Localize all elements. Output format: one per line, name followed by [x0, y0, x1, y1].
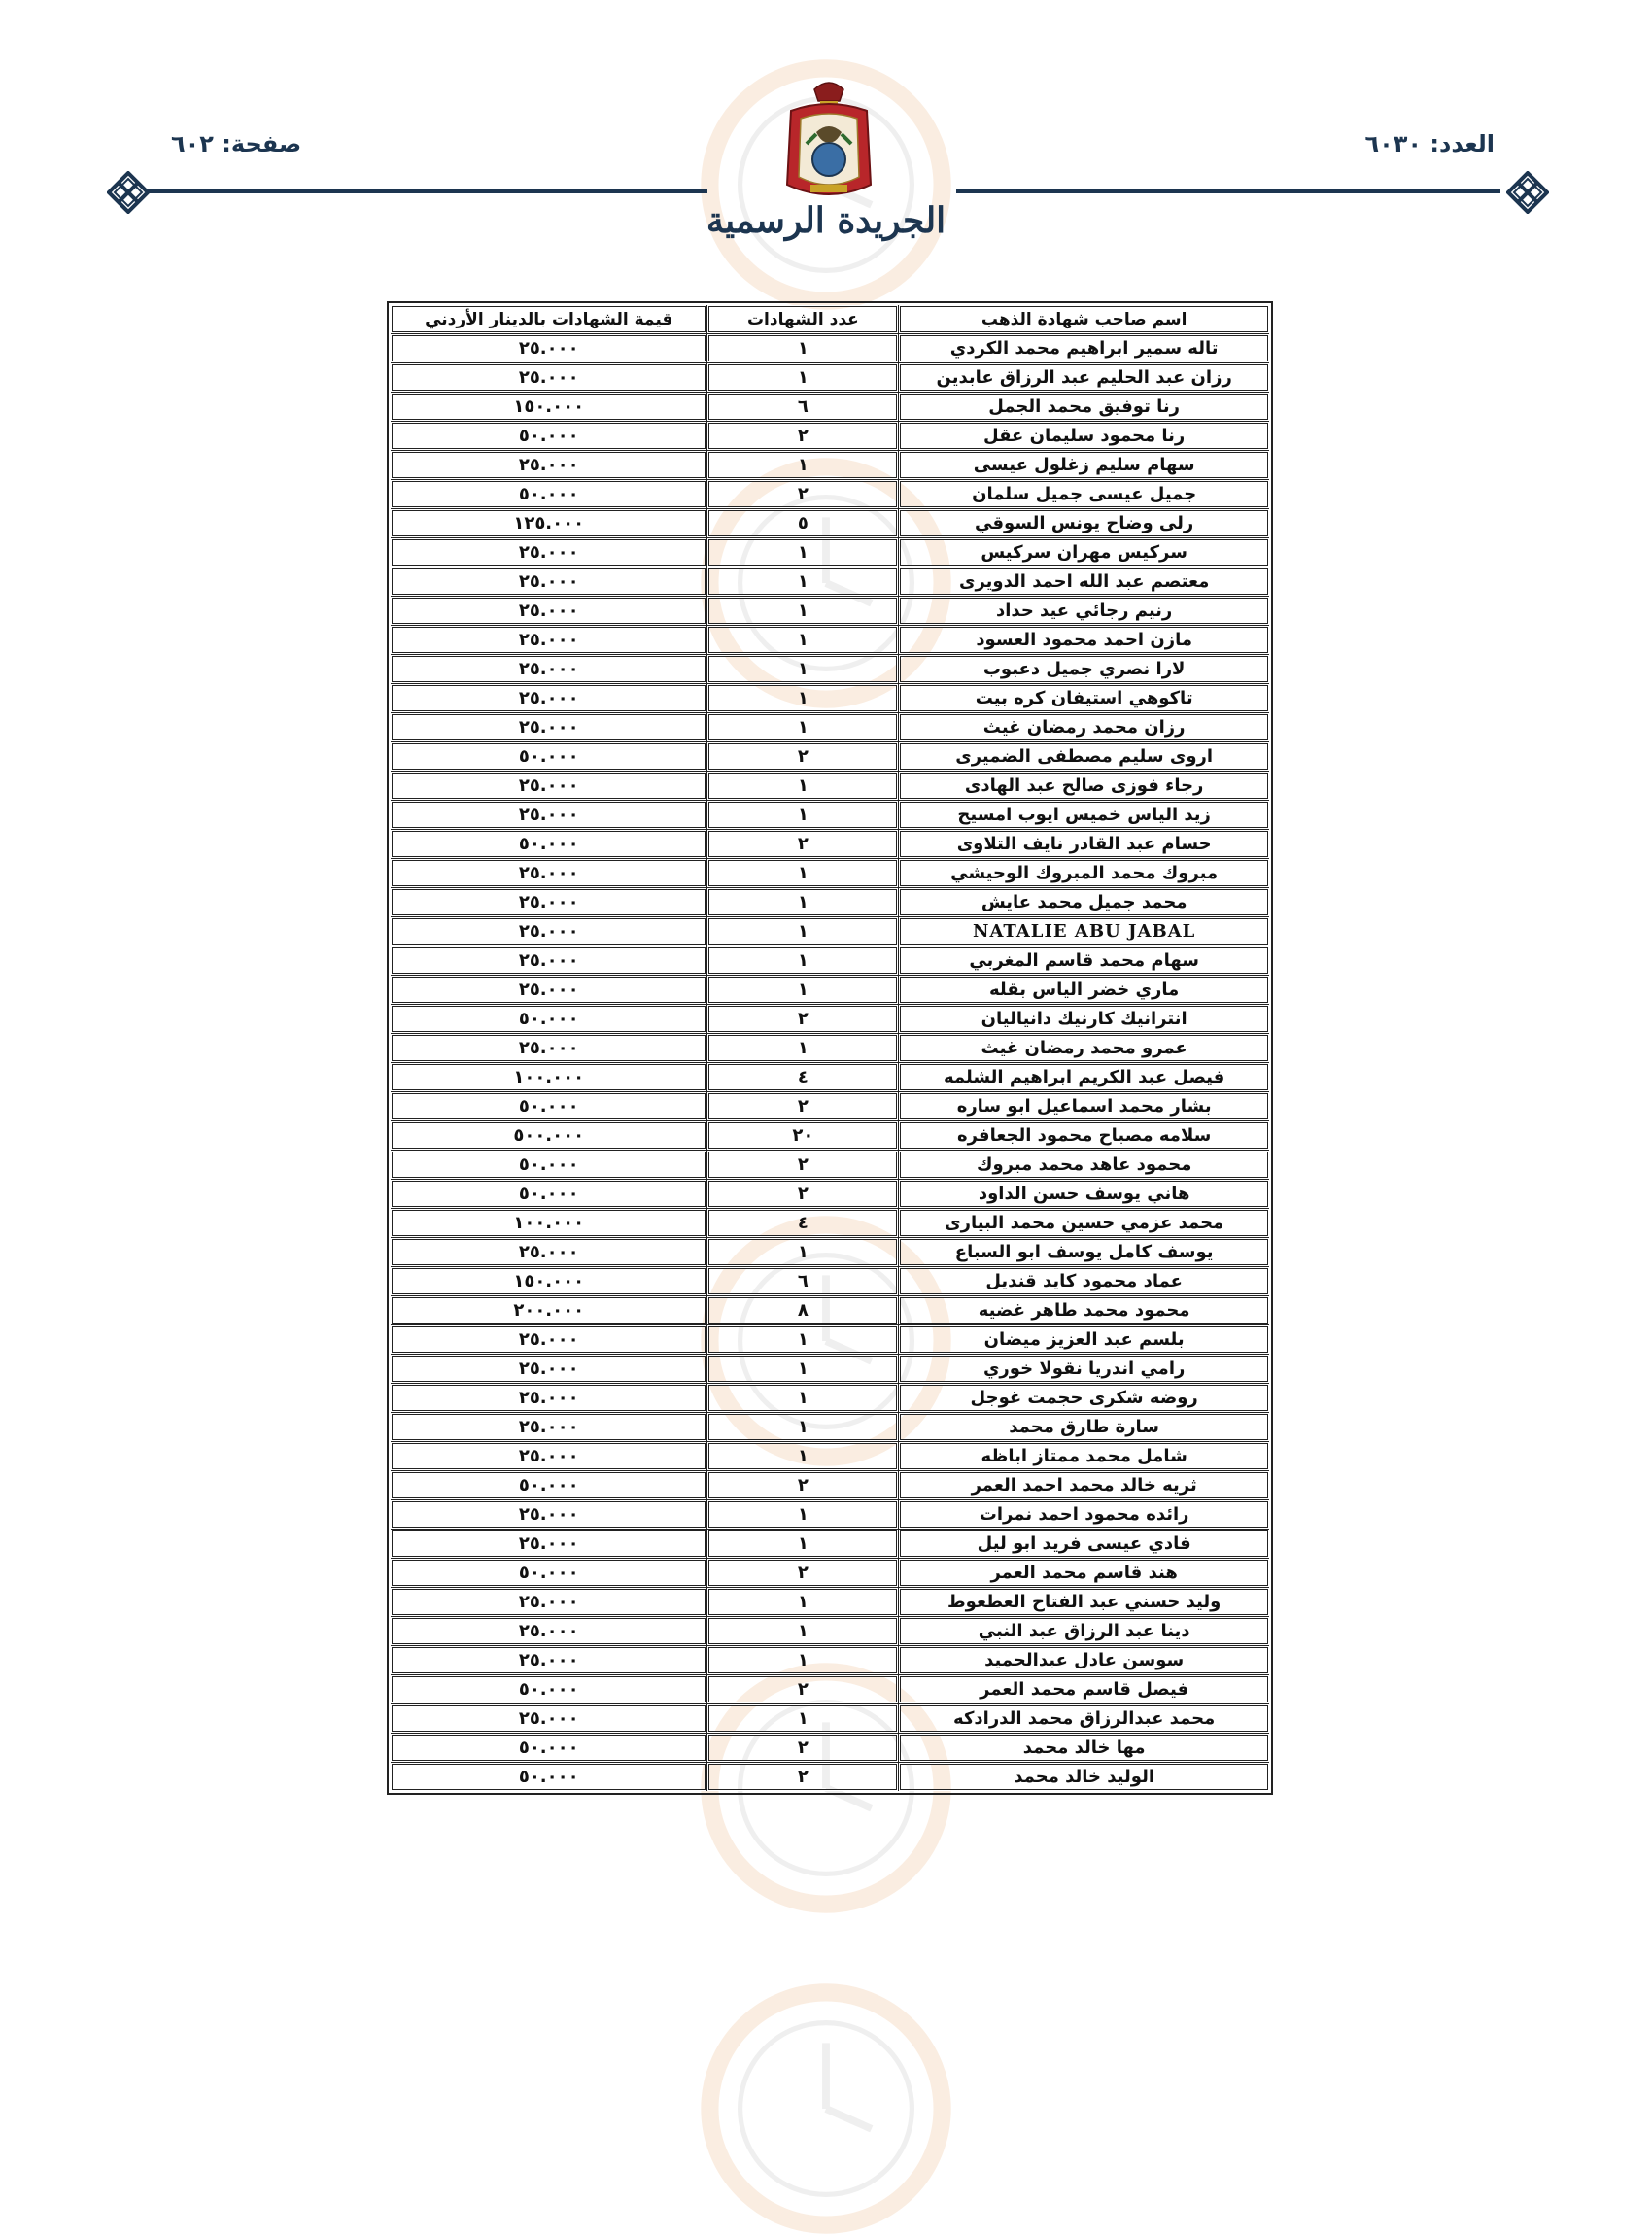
- cell-certificate-value: ٢٥.٠٠٠: [391, 597, 706, 626]
- cell-certificate-count: ٦: [706, 393, 898, 422]
- cell-holder-name: تاكوهي استيفان كره بيت: [898, 684, 1269, 713]
- table-row: [391, 1092, 1269, 1121]
- cell-certificate-count: ١: [706, 1034, 898, 1063]
- coat-of-arms-emblem-icon: [777, 76, 880, 206]
- cell-holder-name: فيصل عبد الكريم ابراهيم الشلمه: [898, 1063, 1269, 1092]
- cell-certificate-count: ١: [706, 655, 898, 684]
- cell-holder-name: انترانيك كارنيك دانياليان: [898, 1005, 1269, 1034]
- table-row: [391, 567, 1269, 597]
- cell-certificate-value: ٥٠.٠٠٠: [391, 1734, 706, 1763]
- cell-certificate-count: ١: [706, 1238, 898, 1267]
- cell-certificate-count: ٢: [706, 742, 898, 772]
- cell-certificate-value: ٢٥.٠٠٠: [391, 567, 706, 597]
- header-rule-left: [146, 189, 707, 193]
- table-row: [391, 1209, 1269, 1238]
- table-row: [391, 655, 1269, 684]
- table-row: [391, 946, 1269, 976]
- table-row: [391, 1413, 1269, 1442]
- cell-certificate-count: ١: [706, 363, 898, 393]
- cell-certificate-value: ١٥٠.٠٠٠: [391, 1267, 706, 1296]
- gazette-title: الجريدة الرسمية: [706, 200, 946, 241]
- table-row: [391, 451, 1269, 480]
- page-number: صفحة: ٦٠٢: [171, 130, 302, 157]
- cell-certificate-count: ١: [706, 713, 898, 742]
- cell-certificate-value: ٢٥.٠٠٠: [391, 713, 706, 742]
- cell-certificate-value: ١٠٠.٠٠٠: [391, 1209, 706, 1238]
- cell-certificate-count: ٢: [706, 1151, 898, 1180]
- cell-certificate-value: ٢٥.٠٠٠: [391, 1500, 706, 1530]
- cell-certificate-value: ٢٥.٠٠٠: [391, 1530, 706, 1559]
- cell-certificate-value: ٥٠.٠٠٠: [391, 1471, 706, 1500]
- cell-holder-name: مازن احمد محمود العسود: [898, 626, 1269, 655]
- cell-certificate-value: ٢٥.٠٠٠: [391, 976, 706, 1005]
- table-row: [391, 917, 1269, 946]
- cell-certificate-count: ٢: [706, 1734, 898, 1763]
- table-row: [391, 1559, 1269, 1588]
- cell-holder-name: رزان محمد رمضان غيث: [898, 713, 1269, 742]
- cell-certificate-count: ١: [706, 801, 898, 830]
- table-row: [391, 888, 1269, 917]
- table-row: [391, 713, 1269, 742]
- table-row: [391, 742, 1269, 772]
- cell-certificate-value: ٢٥.٠٠٠: [391, 451, 706, 480]
- cell-certificate-value: ٢٥.٠٠٠: [391, 859, 706, 888]
- cell-certificate-count: ١: [706, 888, 898, 917]
- cell-certificate-value: ٢٥.٠٠٠: [391, 946, 706, 976]
- table-row: [391, 334, 1269, 363]
- table-row: [391, 1005, 1269, 1034]
- table-row: [391, 976, 1269, 1005]
- cell-certificate-count: ٢: [706, 1092, 898, 1121]
- cell-certificate-count: ١: [706, 1442, 898, 1471]
- cell-holder-name: سهام محمد قاسم المغربي: [898, 946, 1269, 976]
- cell-certificate-count: ٤: [706, 1063, 898, 1092]
- cell-holder-name: عمرو محمد رمضان غيث: [898, 1034, 1269, 1063]
- cell-certificate-value: ٢٥.٠٠٠: [391, 1646, 706, 1675]
- gold-certificates-table: [387, 301, 1273, 1795]
- cell-certificate-count: ١: [706, 976, 898, 1005]
- cell-holder-name: رلى وضاح يونس السوقي: [898, 509, 1269, 538]
- cell-certificate-count: ٢٠: [706, 1121, 898, 1151]
- cell-holder-name: معتصم عبد الله احمد الدويرى: [898, 567, 1269, 597]
- table-row: [391, 422, 1269, 451]
- issue-number: العدد: ٦٠٣٠: [1364, 130, 1495, 157]
- table-row: [391, 1180, 1269, 1209]
- cell-holder-name: رزان عبد الحليم عبد الرزاق عابدين: [898, 363, 1269, 393]
- table-row: [391, 1121, 1269, 1151]
- cell-certificate-count: ١: [706, 626, 898, 655]
- table-row: [391, 684, 1269, 713]
- cell-certificate-value: ٥٠.٠٠٠: [391, 480, 706, 509]
- watermark-clock-icon: [700, 1982, 952, 2235]
- cell-certificate-value: ٢٥.٠٠٠: [391, 626, 706, 655]
- cell-certificate-value: ٥٠.٠٠٠: [391, 830, 706, 859]
- cell-certificate-value: ٢٥.٠٠٠: [391, 917, 706, 946]
- cell-holder-name: حسام عبد القادر نايف التلاوى: [898, 830, 1269, 859]
- cell-certificate-value: ٥٠.٠٠٠: [391, 1151, 706, 1180]
- cell-certificate-count: ١: [706, 1530, 898, 1559]
- cell-certificate-value: ٢٥.٠٠٠: [391, 1588, 706, 1617]
- cell-holder-name: فادي عيسى فريد ابو ليل: [898, 1530, 1269, 1559]
- cell-certificate-value: ٥٠.٠٠٠: [391, 742, 706, 772]
- table-row: [391, 1384, 1269, 1413]
- cell-certificate-count: ١: [706, 538, 898, 567]
- cell-certificate-count: ١: [706, 451, 898, 480]
- cell-certificate-value: ٥٠.٠٠٠: [391, 1559, 706, 1588]
- cell-certificate-count: ١: [706, 1500, 898, 1530]
- cell-certificate-value: ١٥٠.٠٠٠: [391, 393, 706, 422]
- cell-certificate-value: ٥٠.٠٠٠: [391, 1675, 706, 1704]
- cell-certificate-value: ٥٠.٠٠٠: [391, 1005, 706, 1034]
- cell-holder-name: سهام سليم زغلول عيسى: [898, 451, 1269, 480]
- cell-holder-name: محمد جميل محمد عايش: [898, 888, 1269, 917]
- cell-certificate-count: ٢: [706, 480, 898, 509]
- cell-certificate-count: ١: [706, 1355, 898, 1384]
- table-row: [391, 538, 1269, 567]
- cell-holder-name: محمود محمد طاهر غضيه: [898, 1296, 1269, 1325]
- cell-certificate-value: ٢٥.٠٠٠: [391, 1034, 706, 1063]
- cell-certificate-value: ٢٥.٠٠٠: [391, 684, 706, 713]
- cell-certificate-value: ٢٥.٠٠٠: [391, 1238, 706, 1267]
- cell-certificate-value: ٢٥.٠٠٠: [391, 334, 706, 363]
- cell-certificate-count: ٨: [706, 1296, 898, 1325]
- cell-certificate-count: ١: [706, 1704, 898, 1734]
- table-row: [391, 772, 1269, 801]
- cell-certificate-count: ٢: [706, 1675, 898, 1704]
- cell-certificate-value: ٥٠.٠٠٠: [391, 422, 706, 451]
- cell-certificate-value: ٢٥.٠٠٠: [391, 1355, 706, 1384]
- cell-holder-name: رجاء فوزى صالح عبد الهادى: [898, 772, 1269, 801]
- column-header-value: قيمة الشهادات بالدينار الأردني: [391, 305, 706, 334]
- table-row: [391, 859, 1269, 888]
- table-row: [391, 1500, 1269, 1530]
- cell-certificate-count: ١: [706, 1413, 898, 1442]
- table-row: [391, 830, 1269, 859]
- cell-certificate-count: ١: [706, 1384, 898, 1413]
- cell-certificate-count: ١: [706, 334, 898, 363]
- cell-holder-name: بلسم عبد العزيز ميضان: [898, 1325, 1269, 1355]
- cell-holder-name: جميل عيسى جميل سلمان: [898, 480, 1269, 509]
- cell-certificate-value: ٢٥.٠٠٠: [391, 655, 706, 684]
- cell-holder-name: هاني يوسف حسن الداود: [898, 1180, 1269, 1209]
- cell-certificate-count: ٦: [706, 1267, 898, 1296]
- cell-certificate-value: ٢٥.٠٠٠: [391, 1704, 706, 1734]
- cell-holder-name: NATALIE ABU JABAL: [898, 917, 1269, 946]
- cell-certificate-count: ٢: [706, 1005, 898, 1034]
- table-row: [391, 1267, 1269, 1296]
- cell-certificate-count: ١: [706, 946, 898, 976]
- cell-holder-name: رامي اندريا نقولا خوري: [898, 1355, 1269, 1384]
- table-row: [391, 363, 1269, 393]
- column-header-name: اسم صاحب شهادة الذهب: [898, 305, 1269, 334]
- cell-certificate-value: ٥٠٠.٠٠٠: [391, 1121, 706, 1151]
- table-row: [391, 1442, 1269, 1471]
- table-row: [391, 626, 1269, 655]
- cell-holder-name: سارة طارق محمد: [898, 1413, 1269, 1442]
- table-row: [391, 1325, 1269, 1355]
- header-rule-right: [956, 189, 1500, 193]
- cell-certificate-value: ٥٠.٠٠٠: [391, 1092, 706, 1121]
- table-row: [391, 1704, 1269, 1734]
- cell-certificate-value: ٢٥.٠٠٠: [391, 801, 706, 830]
- cell-certificate-count: ٤: [706, 1209, 898, 1238]
- table-row: [391, 393, 1269, 422]
- table-row: [391, 1734, 1269, 1763]
- table-header-row: [391, 305, 1269, 334]
- table-row: [391, 1471, 1269, 1500]
- cell-certificate-count: ١: [706, 684, 898, 713]
- cell-certificate-count: ١: [706, 1325, 898, 1355]
- cell-holder-name: رنا محمود سليمان عقل: [898, 422, 1269, 451]
- cell-certificate-count: ١: [706, 597, 898, 626]
- cell-certificate-count: ١: [706, 567, 898, 597]
- table-row: [391, 1151, 1269, 1180]
- table-row: [391, 1675, 1269, 1704]
- cell-certificate-value: ١٢٥.٠٠٠: [391, 509, 706, 538]
- cell-holder-name: رنيم رجائي عيد حداد: [898, 597, 1269, 626]
- cell-holder-name: مها خالد محمد: [898, 1734, 1269, 1763]
- table-row: [391, 509, 1269, 538]
- cell-holder-name: دينا عبد الرزاق عبد النبي: [898, 1617, 1269, 1646]
- cell-certificate-count: ٢: [706, 422, 898, 451]
- cell-certificate-count: ١: [706, 772, 898, 801]
- cell-certificate-value: ٢٠٠.٠٠٠: [391, 1296, 706, 1325]
- cell-holder-name: تاله سمير ابراهيم محمد الكردي: [898, 334, 1269, 363]
- cell-holder-name: فيصل قاسم محمد العمر: [898, 1675, 1269, 1704]
- cell-certificate-value: ٢٥.٠٠٠: [391, 363, 706, 393]
- cell-holder-name: روضه شكرى حجمت غوجل: [898, 1384, 1269, 1413]
- table-row: [391, 1355, 1269, 1384]
- cell-holder-name: هند قاسم محمد العمر: [898, 1559, 1269, 1588]
- cell-certificate-count: ١: [706, 917, 898, 946]
- cell-certificate-value: ٢٥.٠٠٠: [391, 538, 706, 567]
- cell-holder-name: سوسن عادل عبدالحميد: [898, 1646, 1269, 1675]
- cell-certificate-value: ٢٥.٠٠٠: [391, 1617, 706, 1646]
- table-row: [391, 801, 1269, 830]
- table-row: [391, 1296, 1269, 1325]
- table-row: [391, 1646, 1269, 1675]
- cell-certificate-count: ٢: [706, 1471, 898, 1500]
- cell-certificate-value: ١٠٠.٠٠٠: [391, 1063, 706, 1092]
- cell-holder-name: محمد عبدالرزاق محمد الدرادكه: [898, 1704, 1269, 1734]
- table-row: [391, 1763, 1269, 1791]
- cell-holder-name: الوليد خالد محمد: [898, 1763, 1269, 1791]
- cell-certificate-count: ٥: [706, 509, 898, 538]
- cell-holder-name: يوسف كامل يوسف ابو السباع: [898, 1238, 1269, 1267]
- cell-certificate-value: ٥٠.٠٠٠: [391, 1763, 706, 1791]
- cell-holder-name: سركيس مهران سركيس: [898, 538, 1269, 567]
- ornament-knot-icon: [107, 171, 150, 214]
- cell-holder-name: زيد الياس خميس ايوب امسيح: [898, 801, 1269, 830]
- cell-holder-name: رنا توفيق محمد الجمل: [898, 393, 1269, 422]
- cell-holder-name: شامل محمد ممتاز اباظه: [898, 1442, 1269, 1471]
- table-row: [391, 1063, 1269, 1092]
- cell-holder-name: محمود عاهد محمد مبروك: [898, 1151, 1269, 1180]
- table-row: [391, 1238, 1269, 1267]
- cell-certificate-value: ٢٥.٠٠٠: [391, 888, 706, 917]
- cell-holder-name: رائده محمود احمد نمرات: [898, 1500, 1269, 1530]
- cell-certificate-count: ٢: [706, 1559, 898, 1588]
- cell-certificate-value: ٢٥.٠٠٠: [391, 1325, 706, 1355]
- cell-certificate-count: ٢: [706, 830, 898, 859]
- cell-holder-name: وليد حسني عبد الفتاح العطعوط: [898, 1588, 1269, 1617]
- cell-certificate-value: ٢٥.٠٠٠: [391, 1413, 706, 1442]
- column-header-count: عدد الشهادات: [706, 305, 898, 334]
- cell-certificate-count: ٢: [706, 1180, 898, 1209]
- cell-holder-name: عماد محمود كايد قنديل: [898, 1267, 1269, 1296]
- cell-certificate-value: ٢٥.٠٠٠: [391, 772, 706, 801]
- cell-certificate-count: ١: [706, 859, 898, 888]
- ornament-knot-icon: [1506, 171, 1549, 214]
- cell-holder-name: مبروك محمد المبروك الوحيشي: [898, 859, 1269, 888]
- table-row: [391, 597, 1269, 626]
- table-row: [391, 1617, 1269, 1646]
- cell-certificate-value: ٢٥.٠٠٠: [391, 1442, 706, 1471]
- cell-holder-name: بشار محمد اسماعيل ابو ساره: [898, 1092, 1269, 1121]
- cell-holder-name: ماري خضر الياس بقله: [898, 976, 1269, 1005]
- cell-certificate-count: ١: [706, 1588, 898, 1617]
- cell-holder-name: لارا نصري جميل دعبوب: [898, 655, 1269, 684]
- cell-certificate-value: ٥٠.٠٠٠: [391, 1180, 706, 1209]
- cell-certificate-value: ٢٥.٠٠٠: [391, 1384, 706, 1413]
- cell-certificate-count: ١: [706, 1646, 898, 1675]
- table-row: [391, 480, 1269, 509]
- cell-certificate-count: ١: [706, 1617, 898, 1646]
- cell-holder-name: اروى سليم مصطفى الضميرى: [898, 742, 1269, 772]
- table-row: [391, 1588, 1269, 1617]
- cell-holder-name: سلامه مصباح محمود الجعافره: [898, 1121, 1269, 1151]
- table-row: [391, 1530, 1269, 1559]
- table-row: [391, 1034, 1269, 1063]
- cell-holder-name: محمد عزمي حسين محمد البيارى: [898, 1209, 1269, 1238]
- cell-certificate-count: ٢: [706, 1763, 898, 1791]
- cell-holder-name: ثريه خالد محمد احمد العمر: [898, 1471, 1269, 1500]
